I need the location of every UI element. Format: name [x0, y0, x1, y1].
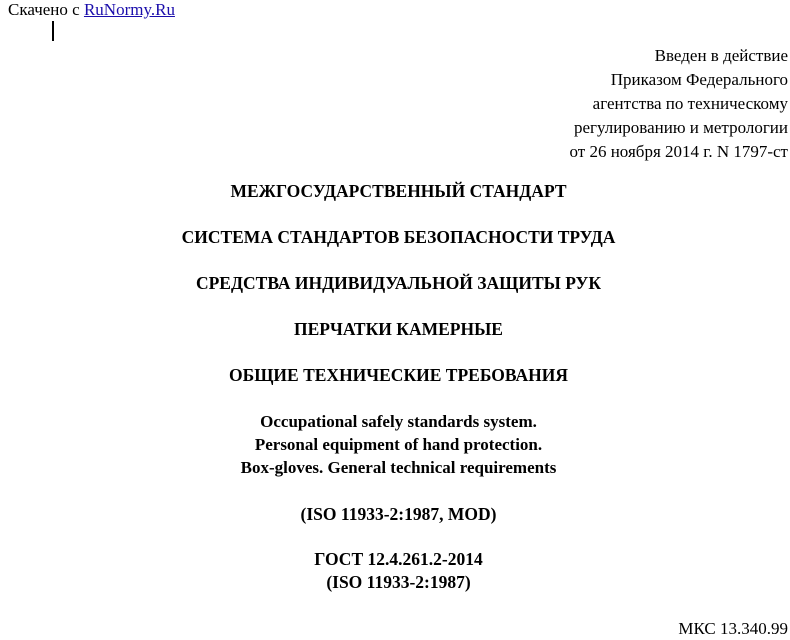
enactment-line: агентства по техническому — [592, 94, 788, 113]
enactment-note — [570, 44, 789, 164]
mks-code: МКС 13.340.99 — [678, 619, 788, 638]
system-heading: СИСТЕМА СТАНДАРТОВ БЕЗОПАСНОСТИ ТРУДА — [181, 227, 616, 247]
means-heading: СРЕДСТВА ИНДИВИДУАЛЬНОЙ ЗАЩИТЫ РУК — [195, 273, 602, 293]
english-title-line: Occupational safely standards system. — [260, 412, 537, 431]
english-title-line: Personal equipment of hand protection. — [254, 435, 543, 454]
source-line — [8, 0, 175, 20]
standard-type-heading: МЕЖГОСУДАРСТВЕННЫЙ СТАНДАРТ — [230, 181, 567, 201]
source-prefix: Скачено с — [8, 0, 84, 19]
gost-number: ГОСТ 12.4.261.2-2014 — [314, 549, 483, 569]
enactment-line: Приказом Федерального — [610, 70, 788, 89]
iso-reference: (ISO 11933-2:1987, MOD) — [300, 504, 497, 524]
english-title-line: Box-gloves. General technical requirements — [240, 458, 557, 477]
english-title — [0, 410, 790, 479]
enactment-line: от 26 ноября 2014 г. N 1797-ст — [569, 142, 788, 161]
enactment-line: Введен в действие — [654, 46, 788, 65]
enactment-line: регулированию и метрологии — [573, 118, 788, 137]
requirements-heading: ОБЩИЕ ТЕХНИЧЕСКИЕ ТРЕБОВАНИЯ — [229, 365, 568, 385]
gloves-heading: ПЕРЧАТКИ КАМЕРНЫЕ — [294, 319, 503, 339]
runormy-link[interactable]: RuNormy.Ru — [83, 0, 175, 19]
text-cursor — [52, 21, 54, 41]
gost-iso-equivalent: (ISO 11933-2:1987) — [326, 572, 471, 592]
